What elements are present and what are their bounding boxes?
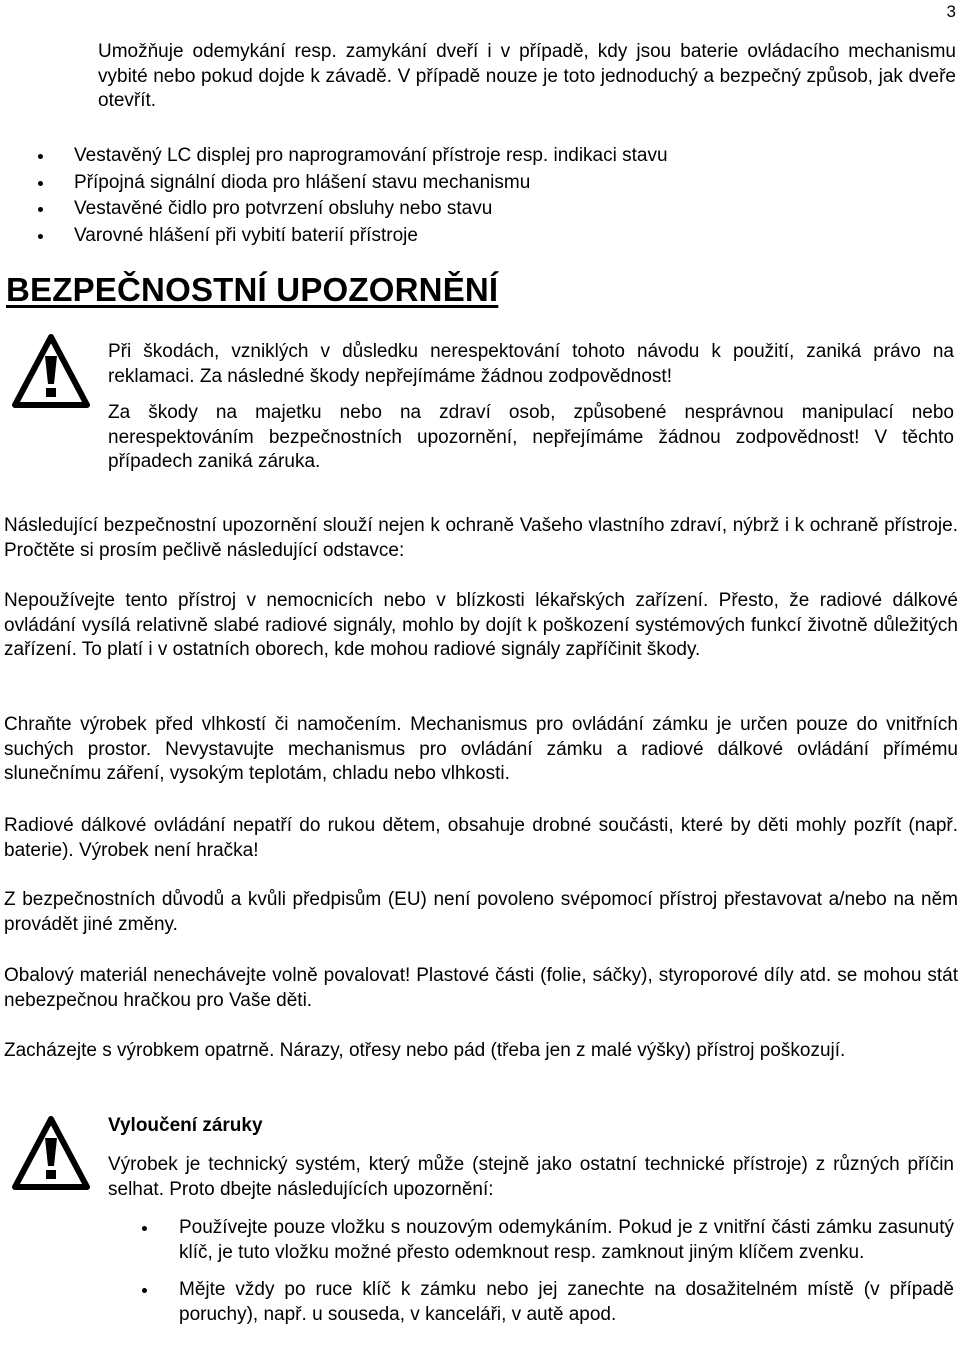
list-item: Vestavěné čidlo pro potvrzení obsluhy nebo stavu [0, 196, 900, 223]
intro-paragraph: Umožňuje odemykání resp. zamykání dveří i v případě, kdy jsou baterie ovládacího mechanismu vybité nebo pokud dojde k závadě. V případě nouze je toto jednoduchý a bezpečný způsob, jak dveře otevřít. [98, 41, 956, 111]
warranty-text: Výrobek je technický systém, který může (stejně jako ostatní technické přístroje) z různých příčin selhat. Proto dbejte následujících upozornění: [108, 1154, 954, 1200]
paragraph: Radiové dálkové ovládání nepatří do rukou dětem, obsahuje drobné součásti, které by děti mohly pozřít (např. baterie). Výrobek není hračka! [4, 815, 958, 861]
paragraph: Z bezpečnostních důvodů a kvůli předpisům (EU) není povoleno svépomocí přístroj přestavovat a/nebo na něm provádět jiné změny. [4, 889, 958, 935]
list-item: Používejte pouze vložku s nouzovým odemykáním. Pokud je z vnitřní části zámku zasunutý klíč, je tuto vložku možné přesto odemknout resp. zamknout jiným klíčem zvenku. [108, 1216, 954, 1265]
paragraph: Obalový materiál nenechávejte volně povalovat! Plastové části (folie, sáčky), styroporové díly atd. se mohou stát nebezpečnou hračkou pro Vaše děti. [4, 965, 958, 1011]
paragraph: Následující bezpečnostní upozornění slouží nejen k ochraně Vašeho vlastního zdraví, nýbrž i k ochraně přístroje. Pročtěte si prosím pečlivě následující odstavce: [4, 515, 958, 561]
feature-list [0, 143, 900, 249]
list-item: Varovné hlášení při vybití baterií přístroje [0, 223, 900, 250]
safety-heading: BEZPEČNOSTNÍ UPOZORNĚNÍ [6, 271, 499, 308]
warning-paragraph-2: Za škody na majetku nebo na zdraví osob, způsobené nesprávnou manipulací nebo nerespektováním bezpečnostních upozornění, nepřejímáme žádnou zodpovědnost! V těchto případech zaniká záruka. [108, 402, 954, 472]
warranty-list [108, 1216, 954, 1327]
warning-paragraph-1: Při škodách, vzniklých v důsledku nerespektování tohoto návodu k použití, zaniká právo na reklamaci. Za následné škody nepřejímáme žádnou zodpovědnost! [108, 341, 954, 387]
page-number: 3 [946, 2, 956, 21]
warning-triangle-icon [12, 334, 90, 410]
paragraph: Nepoužívejte tento přístroj v nemocnicích nebo v blízkosti lékařských zařízení. Přesto, že radiové dálkové ovládání vysílá relativně slabé radiové signály, mohlo by dojít k poškození systémových funkcí životně důležitých zařízení. To platí i v ostatních oborech, kde mohou radiové signály zapříčinit škody. [4, 590, 958, 660]
paragraph: Zacházejte s výrobkem opatrně. Nárazy, otřesy nebo pád (třeba jen z malé výšky) přístroj poškozují. [4, 1040, 846, 1061]
list-item: Přípojná signální dioda pro hlášení stavu mechanismu [0, 170, 900, 197]
paragraph: Chraňte výrobek před vlhkostí či namočením. Mechanismus pro ovládání zámku je určen pouze do vnitřních suchých prostor. Nevystavujte mechanismus pro ovládání zámku a radiové dálkové ovládání přímému slunečnímu záření, vysokým teplotám, chladu nebo vlhkosti. [4, 714, 958, 784]
warning-triangle-icon [12, 1116, 90, 1192]
list-item: Vestavěný LC displej pro naprogramování přístroje resp. indikaci stavu [0, 143, 900, 170]
warranty-heading: Vyloučení záruky [108, 1115, 263, 1136]
list-item: Mějte vždy po ruce klíč k zámku nebo jej zanechte na dosažitelném místě (v případě poruchy), např. u souseda, v kanceláři, v autě apod. [108, 1278, 954, 1327]
